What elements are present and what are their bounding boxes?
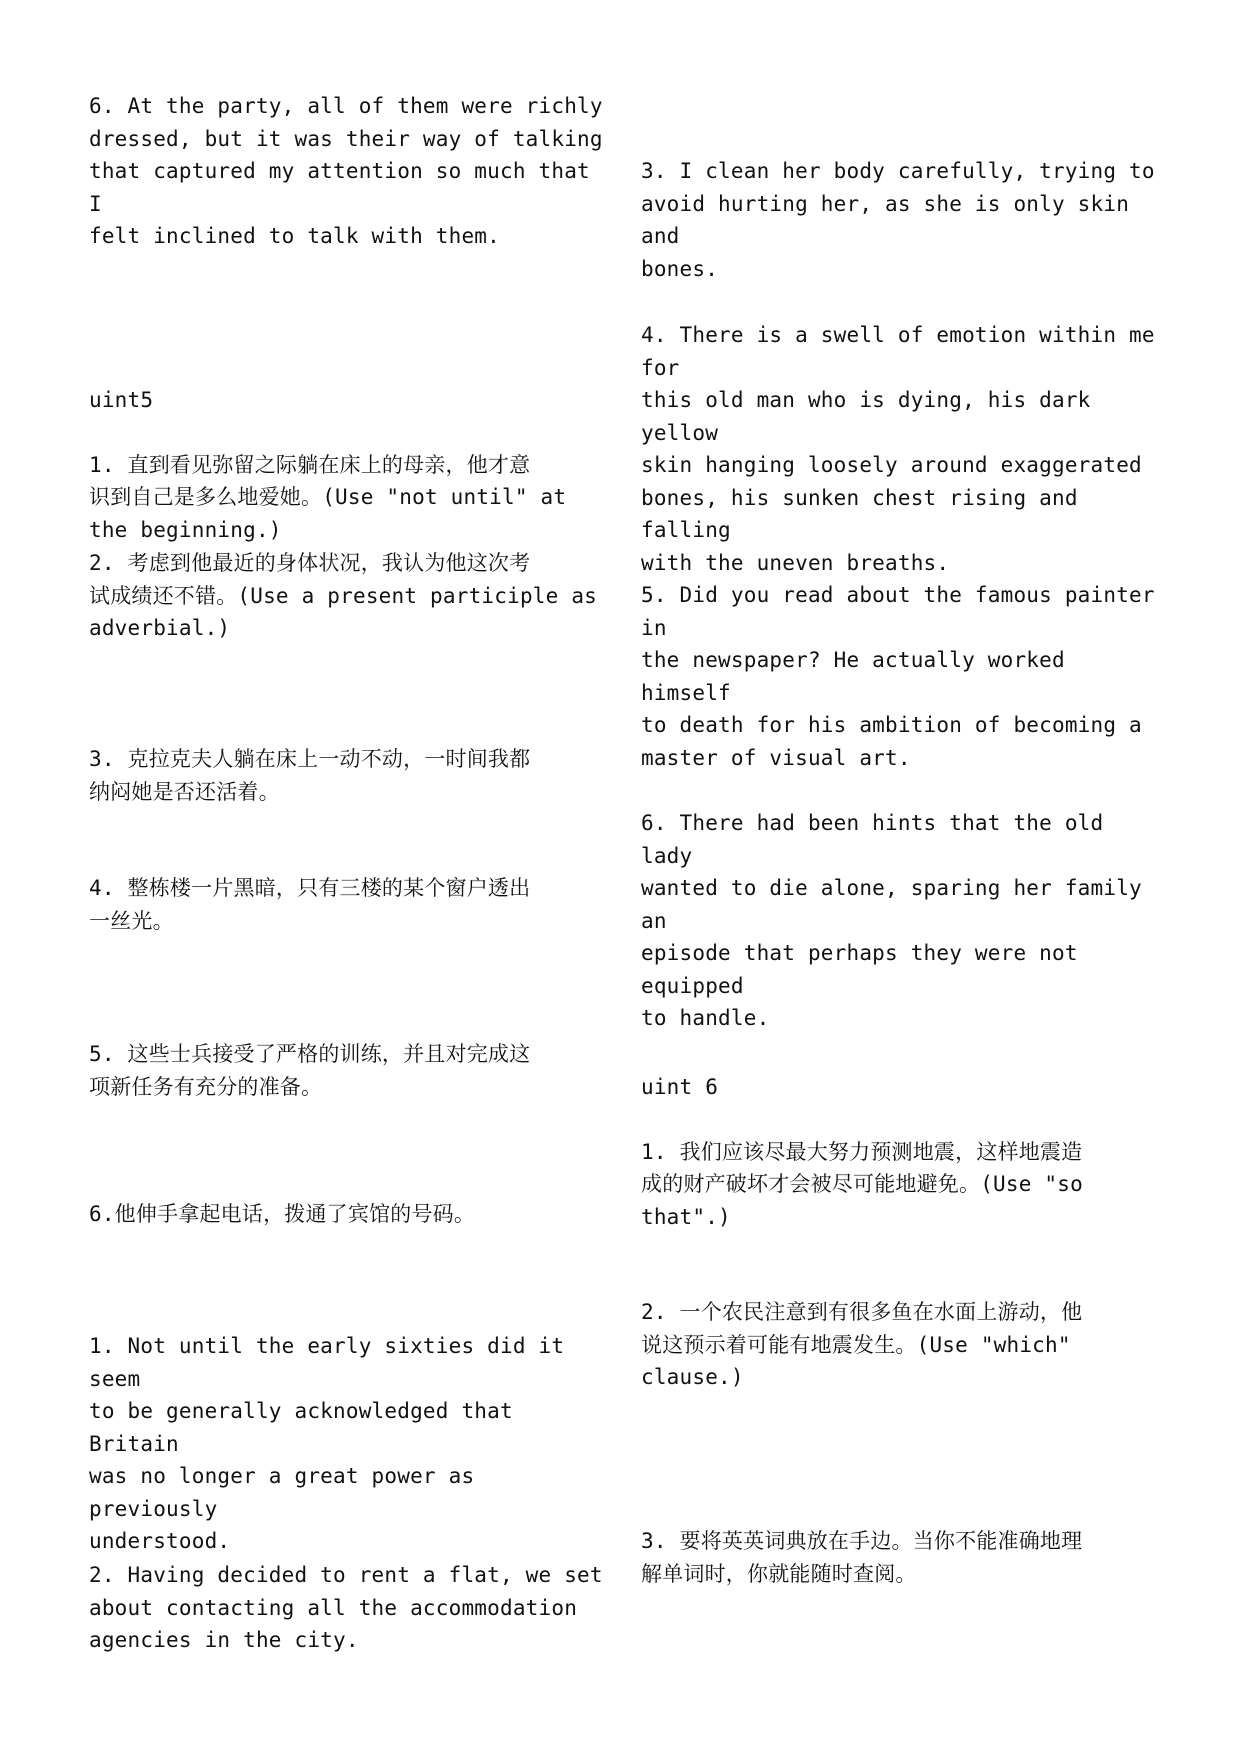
paragraph: 3. 要将英英词典放在手边。当你不能准确地理 解单词时，你就能随时查阅。 [641,1529,1083,1586]
paragraph: 5. 这些士兵接受了严格的训练，并且对完成这 项新任务有充分的准备。 [89,1042,531,1099]
paragraph: 6.他伸手拿起电话，拨通了宾馆的号码。 [89,1202,476,1226]
paragraph: 5. Did you read about the famous painter in the newspaper? He actually worked himself to death for his ambition of becoming a master of visual art. [641,583,1155,770]
paragraph: 2. 考虑到他最近的身体状况，我认为他这次考 试成绩还不错。(Use a present participle as adverbial.) [89,551,598,640]
paragraph: 1. 我们应该尽最大努力预测地震，这样地震造 成的财产破坏才会被尽可能地避免。(Use "so that".) [641,1139,1083,1229]
unit-heading: uint5 [89,387,154,412]
paragraph: 4. There is a swell of emotion within me for this old man who is dying, his dark yellow skin hanging loosely around exaggerated bones, his sunken chest rising and falling with the uneven breaths. [641,323,1155,575]
paragraph: 1. 直到看见弥留之际躺在床上的母亲，他才意 识到自己是多么地爱她。(Use "not until" at the beginning.) [89,452,567,542]
paragraph: 6. At the party, all of them were richly dressed, but it was their way of talking that captured my attention so much that I felt inclined to talk with them. [89,94,603,248]
paragraph: 1. Not until the early sixties did it seem to be generally acknowledged that Britain was no longer a great power as previously understood. [89,1334,565,1553]
paragraph: 3. I clean her body carefully, trying to avoid hurting her, as she is only skin and bones. [641,159,1155,281]
unit6-block [641,1038,1161,1233]
unit5-block [89,351,609,546]
paragraph: 2. Having decided to rent a flat, we set about contacting all the accommodation agencies in the city. [89,1563,603,1652]
paragraph: 2. 一个农民注意到有很多鱼在水面上游动，他 说这预示着可能有地震发生。(Use "which" clause.) [641,1300,1083,1389]
paragraph: 4. 整栋楼一片黑暗，只有三楼的某个窗户透出 一丝光。 [89,876,531,933]
paragraph: 3. 克拉克夫人躺在床上一动不动，一时间我都 纳闷她是否还活着。 [89,747,531,804]
paragraph: 6. There had been hints that the old lady wanted to die alone, sparing her family an episode that perhaps they were not equipped to handle. [641,811,1142,1030]
unit-heading: uint 6 [641,1074,719,1099]
